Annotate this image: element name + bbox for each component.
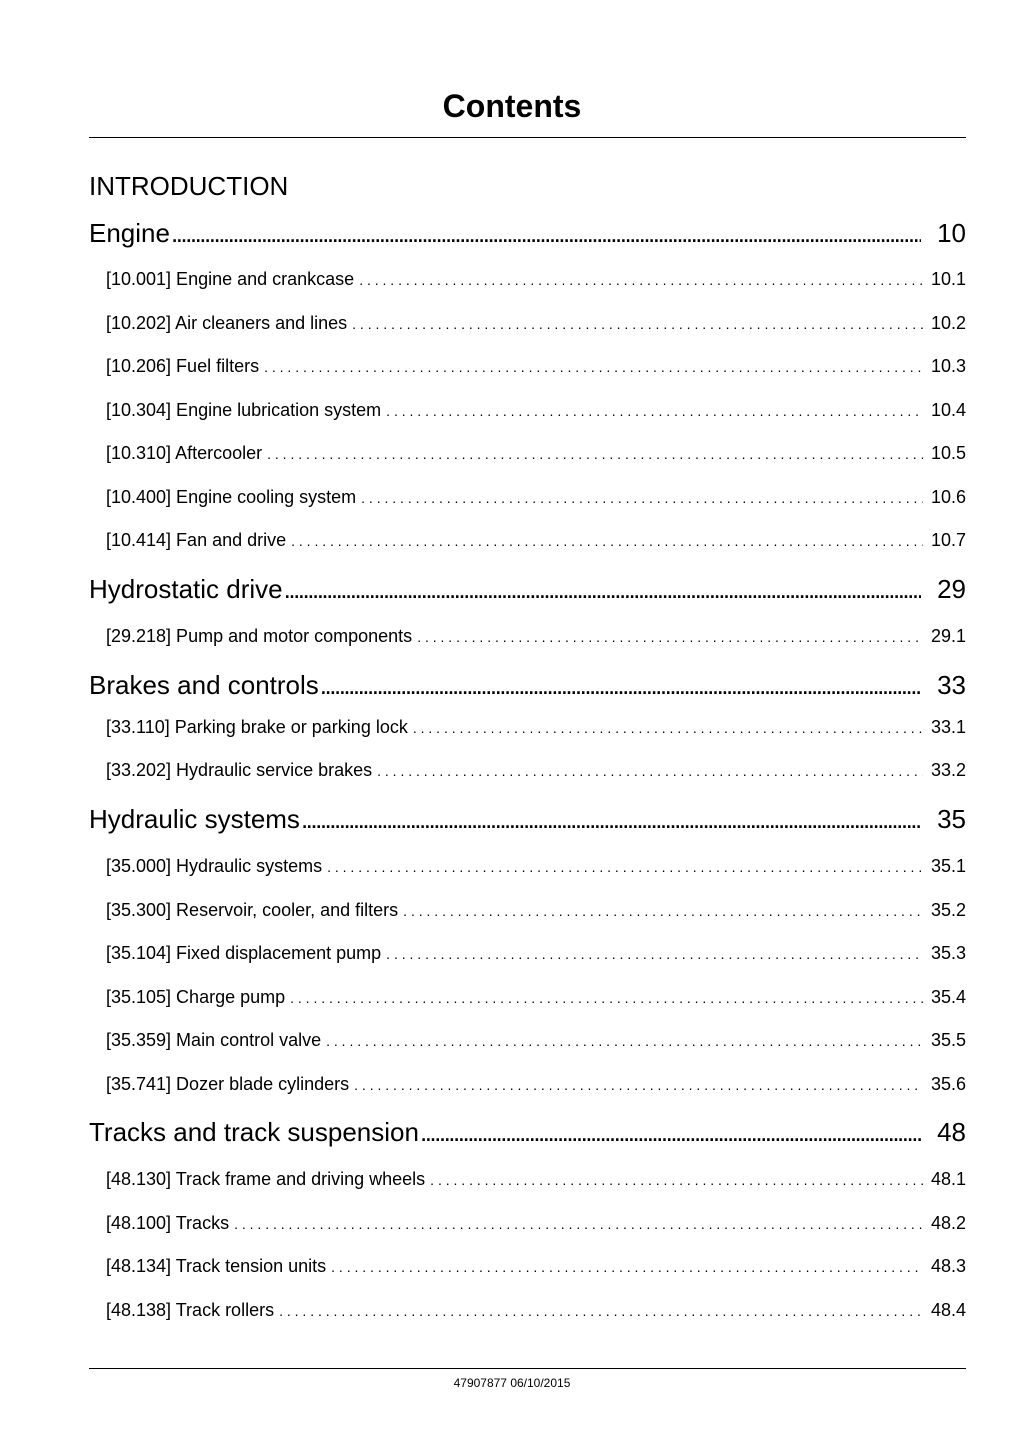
dot-leader	[419, 1117, 921, 1147]
toc-item-page: 29.1	[930, 626, 966, 646]
toc-item[interactable]	[106, 855, 966, 878]
toc-section-title: Hydraulic systems	[89, 804, 300, 834]
toc-section-title: Tracks and track suspension	[89, 1117, 419, 1147]
toc-item-title: [35.359] Main control valve	[106, 1030, 322, 1050]
toc-item[interactable]	[106, 399, 966, 422]
toc-item-page: 10.5	[930, 443, 966, 463]
toc-item-title: [10.304] Engine lubrication system	[106, 400, 382, 420]
dot-leader	[326, 1256, 923, 1278]
dot-leader	[408, 717, 923, 739]
toc-item-title: [35.104] Fixed displacement pump	[106, 943, 382, 963]
toc-item-page: 35.3	[930, 943, 966, 963]
toc-item[interactable]	[106, 759, 966, 782]
toc-item-page: 10.6	[930, 487, 966, 507]
toc-item-page: 33.1	[930, 717, 966, 737]
toc-section[interactable]	[89, 1117, 966, 1147]
footer-doc-id: 47907877 06/10/2015	[453, 1376, 571, 1390]
toc-item-title: [48.100] Tracks	[106, 1213, 230, 1233]
toc-item-title: [10.202] Air cleaners and lines	[106, 313, 348, 333]
dot-leader	[322, 856, 923, 878]
toc-item-title: [48.138] Track rollers	[106, 1300, 275, 1320]
toc-item-page: 10.3	[930, 356, 966, 376]
dot-leader	[372, 760, 923, 782]
toc-section-page: 48	[937, 1117, 966, 1147]
dot-leader	[412, 626, 923, 648]
dot-leader	[354, 269, 923, 291]
toc-item-title: [35.105] Charge pump	[106, 987, 286, 1007]
dot-leader	[398, 900, 923, 922]
toc-section-page: 33	[937, 670, 966, 700]
toc-item-page: 33.2	[930, 760, 966, 780]
dot-leader	[262, 443, 923, 465]
toc-item-page: 35.4	[930, 987, 966, 1007]
toc-item-page: 10.4	[930, 400, 966, 420]
toc-item-title: [35.300] Reservoir, cooler, and filters	[106, 900, 399, 920]
toc-item-page: 48.2	[930, 1213, 966, 1233]
header-rule	[89, 137, 966, 138]
dot-leader	[283, 574, 921, 604]
toc-item-title: [10.310] Aftercooler	[106, 443, 263, 463]
toc-item-title: [35.741] Dozer blade cylinders	[106, 1074, 350, 1094]
toc-item-title: [48.130] Track frame and driving wheels	[106, 1169, 426, 1189]
dot-leader	[425, 1169, 923, 1191]
toc-item-page: 48.1	[930, 1169, 966, 1189]
toc-item-page: 35.5	[930, 1030, 966, 1050]
dot-leader	[286, 530, 923, 552]
toc-item-page: 35.1	[930, 856, 966, 876]
dot-leader	[285, 987, 923, 1009]
toc-item[interactable]	[106, 442, 966, 465]
toc-item[interactable]	[106, 942, 966, 965]
toc-item-page: 48.4	[930, 1300, 966, 1320]
toc-section[interactable]	[89, 804, 966, 834]
dot-leader	[300, 804, 921, 834]
toc-section[interactable]	[89, 574, 966, 604]
toc-item-page: 10.7	[930, 530, 966, 550]
page-title: Contents	[442, 88, 582, 124]
toc-item[interactable]	[106, 268, 966, 291]
dot-leader	[229, 1213, 923, 1235]
dot-leader	[381, 943, 923, 965]
toc-item[interactable]	[106, 899, 966, 922]
toc-item[interactable]	[106, 486, 966, 509]
toc-item-title: [35.000] Hydraulic systems	[106, 856, 323, 876]
toc-section-title: Hydrostatic drive	[89, 574, 283, 604]
toc-section[interactable]	[89, 670, 966, 700]
dot-leader	[319, 670, 921, 700]
toc-section-page: 35	[937, 804, 966, 834]
toc-item-title: [10.414] Fan and drive	[106, 530, 287, 550]
toc-item-title: [48.134] Track tension units	[106, 1256, 327, 1276]
toc-item[interactable]	[106, 625, 966, 648]
toc-section-title: Brakes and controls	[89, 670, 319, 700]
toc-item[interactable]	[106, 529, 966, 552]
dot-leader	[349, 1074, 923, 1096]
toc-item[interactable]	[106, 1168, 966, 1191]
toc-section-page: 29	[937, 574, 966, 604]
toc-item[interactable]	[106, 1029, 966, 1052]
toc-item[interactable]	[106, 1212, 966, 1235]
toc-item[interactable]	[106, 986, 966, 1009]
dot-leader	[170, 218, 921, 248]
toc-item-page: 48.3	[930, 1256, 966, 1276]
toc-item-title: [10.400] Engine cooling system	[106, 487, 357, 507]
toc-item[interactable]	[106, 312, 966, 335]
toc-item[interactable]	[106, 355, 966, 378]
toc-item[interactable]	[106, 1255, 966, 1278]
dot-leader	[274, 1300, 923, 1322]
toc-item-title: [10.206] Fuel filters	[106, 356, 260, 376]
toc-item[interactable]	[106, 1073, 966, 1096]
toc-item-title: [33.202] Hydraulic service brakes	[106, 760, 373, 780]
dot-leader	[259, 356, 923, 378]
toc-item-page: 35.6	[930, 1074, 966, 1094]
toc-item-title: [33.110] Parking brake or parking lock	[106, 717, 408, 737]
toc-item-page: 10.2	[930, 313, 966, 333]
dot-leader	[347, 313, 923, 335]
intro-heading: INTRODUCTION	[89, 171, 289, 201]
toc-item-title: [29.218] Pump and motor components	[106, 626, 413, 646]
dot-leader	[381, 400, 923, 422]
toc-section-page: 10	[937, 218, 966, 248]
dot-leader	[321, 1030, 923, 1052]
toc-section-title: Engine	[89, 218, 170, 248]
toc-item-page: 10.1	[930, 269, 966, 289]
dot-leader	[356, 487, 923, 509]
footer-rule	[89, 1368, 966, 1369]
toc-section[interactable]	[89, 218, 966, 248]
toc-item-title: [10.001] Engine and crankcase	[106, 269, 355, 289]
toc-item[interactable]	[106, 716, 966, 739]
toc-item[interactable]	[106, 1299, 966, 1322]
toc-item-page: 35.2	[930, 900, 966, 920]
